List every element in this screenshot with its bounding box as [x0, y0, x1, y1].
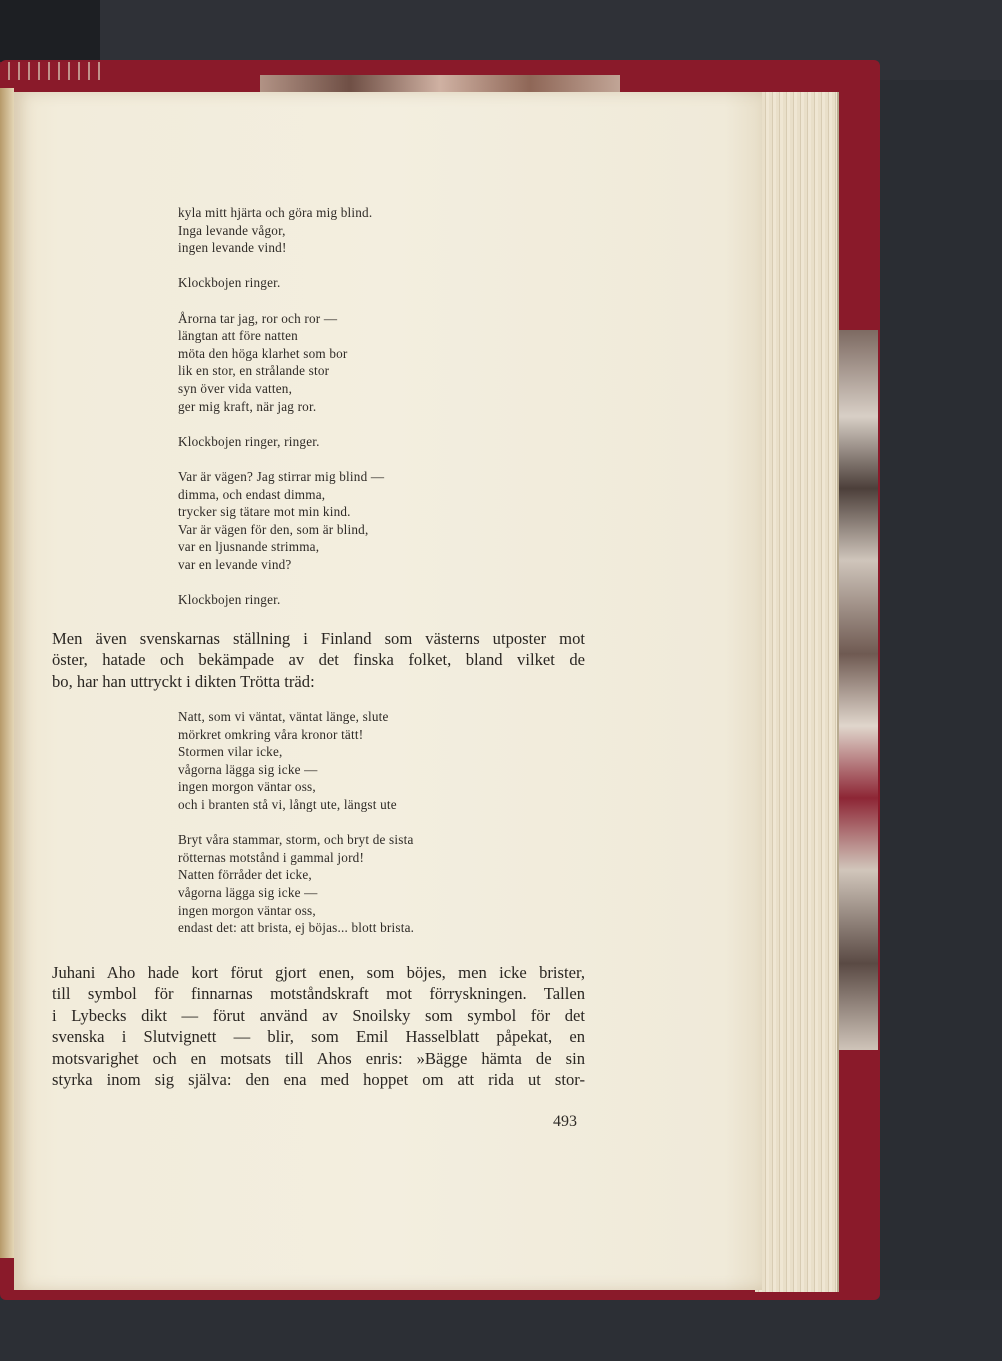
poem-line: Natt, som vi väntat, väntat länge, slute [178, 709, 389, 724]
poem-line: vågorna lägga sig icke — [178, 761, 318, 777]
poem-refrain: Klockbojen ringer. [178, 592, 281, 608]
paragraph-line: styrka inom sig själva: den ena med hoppet om att rida ut stor- [52, 1070, 585, 1090]
poem-refrain: Klockbojen ringer. [178, 275, 281, 291]
paragraph-line: svenska i Slutvignett — blir, som Emil Hasselblatt påpekat, en [52, 1027, 585, 1047]
poem-line: Stormen vilar icke, [178, 744, 283, 760]
poem-line: lik en stor, en strålande stor [178, 363, 330, 379]
page-stack-edge [755, 92, 839, 1292]
poem-line: Var är vägen för den, som är blind, [178, 521, 369, 537]
cover-spine-strip [0, 62, 100, 80]
poem-line: möta den höga klarhet som bor [178, 345, 348, 361]
paragraph-1 [52, 628, 585, 692]
poem-line: ingen morgon väntar oss, [178, 779, 316, 795]
poem-line: var en levande vind? [178, 556, 292, 572]
poem-refrain: Klockbojen ringer, ringer. [178, 433, 320, 449]
paragraph-2 [52, 962, 585, 1090]
poem-line: ingen levande vind! [178, 240, 287, 256]
poem-line: längtan att före natten [178, 328, 298, 344]
poem-line: och i branten stå vi, långt ute, längst ute [178, 796, 397, 812]
paragraph-line: i Lybecks dikt — förut använd av Snoilsky som symbol för det [52, 1005, 585, 1025]
paragraph-line: till symbol för finnarnas motståndskraft mot förryskningen. Tallen [52, 984, 585, 1004]
poem-line: Bryt våra stammar, storm, och bryt de sista [178, 832, 414, 848]
poem-line: mörkret omkring våra kronor tätt! [178, 726, 364, 742]
poem-line: Inga levande vågor, [178, 222, 286, 238]
poem-line: kyla mitt hjärta och göra mig blind. [178, 205, 373, 220]
poem-line: var en ljusnande strimma, [178, 539, 320, 555]
poem-line: vågorna lägga sig icke — [178, 884, 318, 900]
poem-line: Natten förråder det icke, [178, 867, 312, 883]
paragraph-line: bo, har han uttryckt i dikten Trötta träd: [52, 671, 315, 691]
poem-line: ger mig kraft, när jag ror. [178, 398, 317, 414]
paragraph-line: Juhani Aho hade kort förut gjort enen, som böjes, men icke brister, [52, 963, 585, 982]
poem-line: syn över vida vatten, [178, 380, 293, 396]
paragraph-line: öster, hatade och bekämpade av det finska folket, bland vilket de [52, 650, 585, 670]
paragraph-line: Men även svenskarnas ställning i Finland som västerns utposter mot [52, 629, 585, 648]
page-gutter [0, 88, 14, 1258]
poem-line: trycker sig tätare mot min kind. [178, 504, 351, 520]
poem-line: Årorna tar jag, ror och ror — [178, 310, 338, 326]
poem-block-1 [178, 204, 384, 609]
paragraph-line: motsvarighet och en motsats till Ahos enris: »Bägge hämta de sin [52, 1048, 585, 1068]
poem-block-2 [178, 708, 414, 937]
poem-line: ingen morgon väntar oss, [178, 902, 316, 918]
page-number: 493 [553, 1113, 577, 1130]
poem-line: endast det: att brista, ej böjas... blott brista. [178, 920, 415, 936]
poem-line: dimma, och endast dimma, [178, 486, 326, 502]
poem-line: rötternas motstånd i gammal jord! [178, 849, 365, 865]
background-bottom [0, 1290, 1002, 1361]
poem-line: Var är vägen? Jag stirrar mig blind — [178, 468, 385, 484]
